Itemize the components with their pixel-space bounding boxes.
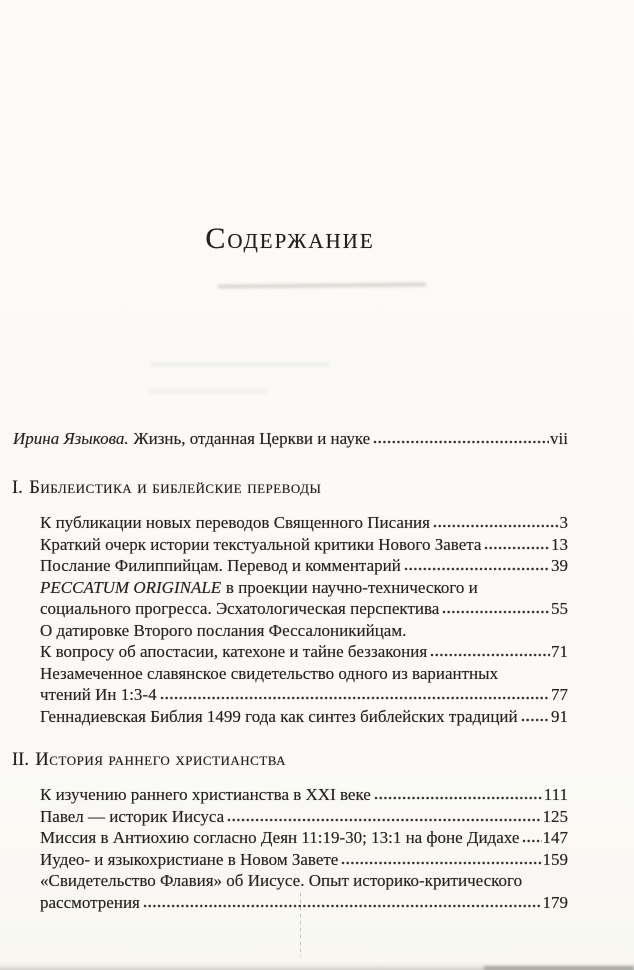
entry-latin-lead: PECCATUM ORIGINALE — [40, 577, 222, 597]
entry-title: Краткий очерк истории текстуальной критики Нового Завета — [40, 534, 482, 554]
scan-smudge-under-title — [218, 283, 426, 288]
toc-entry — [40, 534, 568, 556]
dot-leader — [522, 839, 541, 843]
dot-leader — [521, 718, 550, 722]
entry-title: Геннадиевская Библия 1499 года как синтез библейских традиций — [40, 706, 518, 726]
section-number: II. — [12, 750, 29, 770]
entry-title: социального прогресса. Эсхатологическая перспектива — [40, 599, 440, 618]
section-title: История раннего христианства — [35, 750, 287, 770]
entry-title: Послание Филиппийцам. Перевод и комментарий — [40, 556, 401, 575]
scan-ghost-smudge — [150, 363, 330, 366]
toc-entry — [40, 806, 568, 828]
toc-entry-wrap-first — [40, 870, 568, 892]
dot-leader — [433, 524, 559, 528]
entry-page-number: 71 — [551, 642, 568, 661]
dot-leader — [160, 696, 550, 700]
page-title: Содержание — [205, 222, 375, 255]
section-number: I. — [12, 478, 23, 498]
section-heading-2 — [12, 749, 568, 772]
entry-title: чтений Ин 1:3-4 — [40, 685, 157, 704]
entry-page-number: 13 — [551, 534, 568, 554]
entry-page-number: 147 — [542, 828, 568, 847]
toc-entry — [40, 849, 568, 871]
entry-title: К изучению раннего христианства в XXI веке — [40, 785, 371, 804]
toc-entry-wrap-first — [40, 620, 568, 642]
entry-page-number: 55 — [551, 599, 568, 618]
toc-entry — [40, 706, 568, 728]
toc-section-1-entries — [40, 512, 568, 727]
entry-title: Иудео- и языкохристиане в Новом Завете — [40, 849, 339, 869]
entry-title: Павел — историк Иисуса — [40, 806, 225, 826]
entry-page-number: 91 — [551, 706, 568, 726]
entry-page-number: 125 — [542, 806, 568, 826]
dot-leader — [442, 610, 550, 614]
entry-page-number: 111 — [543, 785, 568, 804]
scan-crease-line — [300, 893, 301, 957]
toc-entry — [40, 684, 568, 706]
entry-title: в проекции научно-технического и — [225, 577, 478, 597]
dot-leader — [430, 653, 550, 657]
dot-leader — [143, 904, 542, 908]
section-title: Библеистика и библейские переводы — [29, 478, 322, 498]
toc-entry-wrap-first — [40, 577, 568, 599]
toc-intro-entry — [13, 428, 568, 450]
dot-leader — [484, 546, 550, 550]
toc-entry — [40, 641, 568, 663]
entry-page-number: 77 — [551, 685, 568, 704]
intro-author: Ирина Языкова. — [13, 429, 129, 448]
entry-title: рассмотрения — [40, 892, 140, 912]
entry-title: «Свидетельство Флавия» об Иисусе. Опыт историко-критического — [40, 871, 523, 890]
entry-title: Миссия в Антиохию согласно Деян 11:19-30; 13:1 на фоне Дидахе — [40, 828, 520, 847]
dot-leader — [341, 861, 541, 865]
dot-leader — [374, 796, 543, 800]
entry-page-number: 179 — [542, 892, 568, 912]
entry-page-number: 39 — [551, 556, 568, 575]
toc-entry — [40, 598, 568, 620]
toc-entry — [40, 784, 568, 806]
toc-section-2-entries — [40, 784, 568, 913]
section-heading-1 — [12, 477, 568, 500]
toc-entry — [40, 555, 568, 577]
entry-title: О датировке Второго послания Фессалоникийцам. — [40, 620, 407, 640]
scan-ghost-smudge — [148, 390, 268, 393]
scan-bottom-edge-shadow-right — [484, 966, 634, 970]
entry-page-number: 3 — [559, 513, 568, 532]
toc-entry — [40, 892, 568, 914]
intro-title: Жизнь, отданная Церкви и науке — [133, 429, 371, 448]
toc-entry — [40, 512, 568, 534]
toc-entry-wrap-first — [40, 663, 568, 685]
entry-title: К вопросу об апостасии, катехоне и тайне беззакония — [40, 642, 428, 661]
dot-leader — [373, 440, 549, 444]
entry-title: Незамеченное славянское свидетельство одного из вариантных — [40, 663, 499, 683]
dot-leader — [404, 567, 550, 571]
toc-entry — [40, 827, 568, 849]
entry-title: К публикации новых переводов Священного Писания — [40, 513, 430, 532]
entry-page-number: 159 — [542, 849, 568, 869]
intro-page-number: vii — [550, 429, 568, 448]
dot-leader — [227, 818, 541, 822]
